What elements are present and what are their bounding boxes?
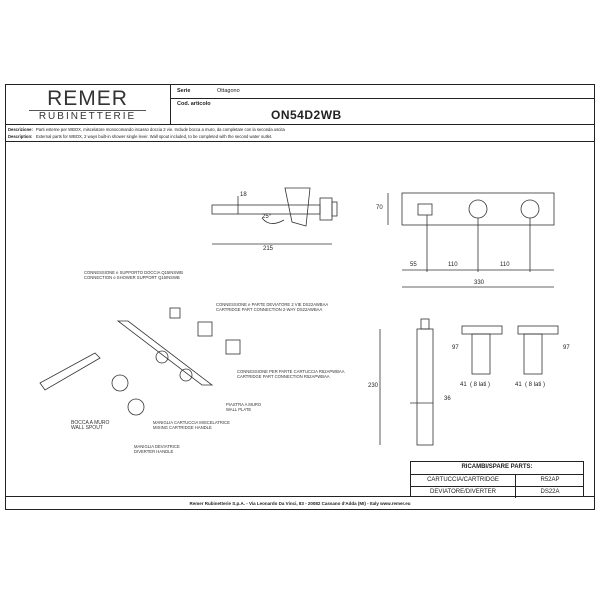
side-cartridge bbox=[332, 202, 337, 216]
front-handle-1 bbox=[469, 200, 487, 218]
section-top bbox=[421, 319, 429, 329]
dim-18: 18 bbox=[240, 192, 247, 198]
dim-55: 55 bbox=[410, 262, 417, 268]
exploded-shower-support bbox=[170, 308, 180, 318]
spare-value: R52AP bbox=[540, 477, 560, 483]
callout-shower-support: CONNESSIONE e SUPPORTO DOCCIA Q15INSWB CONNECTION e SHOWER SUPPORT Q15INSWB bbox=[84, 270, 183, 280]
exploded-plate-hole-1 bbox=[156, 351, 168, 363]
front-handle-2 bbox=[521, 200, 539, 218]
dim-230: 230 bbox=[368, 383, 379, 389]
detail-2-body bbox=[524, 334, 542, 374]
dim-330: 330 bbox=[474, 280, 485, 286]
serie-value: Ottagono bbox=[217, 88, 240, 94]
exploded-handle-mixing bbox=[112, 375, 128, 391]
spare-parts-table bbox=[410, 461, 584, 497]
brand-name: REMER bbox=[47, 87, 128, 110]
dim-8-sides-b: ( 8 lati ) bbox=[525, 382, 546, 388]
dim-97-a: 97 bbox=[452, 345, 459, 351]
description-label-it: Descrizione: bbox=[8, 127, 33, 132]
exploded-cartridge-2 bbox=[226, 340, 240, 354]
dim-97-b: 97 bbox=[563, 345, 570, 351]
callout-mixing-handle: MANIGLIA CARTUCCIA MISCELATRICE MIXING CARTRIDGE HANDLE bbox=[153, 420, 230, 430]
code-label: Cod. articolo bbox=[177, 101, 211, 107]
section-plate bbox=[417, 329, 433, 445]
description-label-en: Description: bbox=[8, 134, 33, 139]
description-text-en: External parts for WBOX, 2 ways built-in shower single lever. Wall spout included, to be completed with the second water outlet. bbox=[36, 134, 273, 139]
front-spout bbox=[418, 204, 432, 215]
description-text-it: Parti esterne per WBOX, miscelatore monocomando incasso doccia 2 vie. Include bocca a muro, da completare con la seconda uscita bbox=[36, 127, 285, 132]
dim-8-sides-a: ( 8 lati ) bbox=[470, 382, 491, 388]
side-spout bbox=[212, 205, 320, 214]
side-plate bbox=[320, 198, 332, 220]
brand-subtitle: RUBINETTERIE bbox=[29, 110, 146, 123]
spare-label: DEVIATORE/DIVERTER bbox=[411, 487, 516, 498]
dim-110-b: 110 bbox=[500, 262, 510, 268]
exploded-spout bbox=[40, 353, 100, 390]
table-row bbox=[411, 474, 583, 486]
dim-angle: 25° bbox=[262, 214, 272, 220]
side-handle bbox=[285, 188, 310, 226]
callout-wall-plate: PIASTRA A MURO WALL PLATE bbox=[226, 402, 262, 412]
detail-1-body bbox=[472, 334, 490, 374]
dim-41-b: 41 bbox=[515, 382, 522, 388]
detail-1-top bbox=[462, 326, 502, 334]
exploded-handle-diverter bbox=[128, 399, 144, 415]
code-value: ON54D2WB bbox=[271, 108, 342, 122]
spare-label: CARTUCCIA/CARTRIDGE bbox=[411, 475, 516, 486]
callout-diverter: CONNESSIONE e PARTE DEVIATORE 2 VIE DS22AWBAA CARTRIDGE PART CONNECTION 2-WAY DS22AWBAA bbox=[216, 302, 329, 312]
dim-70: 70 bbox=[376, 205, 383, 211]
dim-215: 215 bbox=[263, 246, 274, 252]
spare-value: DS22A bbox=[540, 489, 560, 495]
dim-41-a: 41 bbox=[460, 382, 467, 388]
exploded-cartridge-1 bbox=[198, 322, 212, 336]
serie-label: Serie bbox=[177, 88, 191, 94]
dim-36: 36 bbox=[444, 396, 451, 402]
footer: Remer Rubinetterie S.p.A. - Via Leonardo Da Vinci, 83 - 20082 Cassano d'Adda (MI) - Italy www.remer.eu bbox=[5, 496, 595, 510]
dim-110-a: 110 bbox=[448, 262, 458, 268]
callout-cartridge: CONNESSIONE PER PARTE CARTUCCIA R52APWBAA CARTRIDGE PART CONNECTION R52APWBAA bbox=[237, 369, 345, 379]
callout-diverter-handle: MANIGLIA DEVIATRICE DIVERTER HANDLE bbox=[134, 444, 180, 454]
exploded-plate-hole-2 bbox=[180, 369, 192, 381]
callout-wall-spout: BOCCA A MURO WALL SPOUT bbox=[71, 420, 110, 431]
spare-parts-title: RICAMBI/SPARE PARTS: bbox=[461, 464, 533, 470]
detail-2-top bbox=[518, 326, 558, 334]
